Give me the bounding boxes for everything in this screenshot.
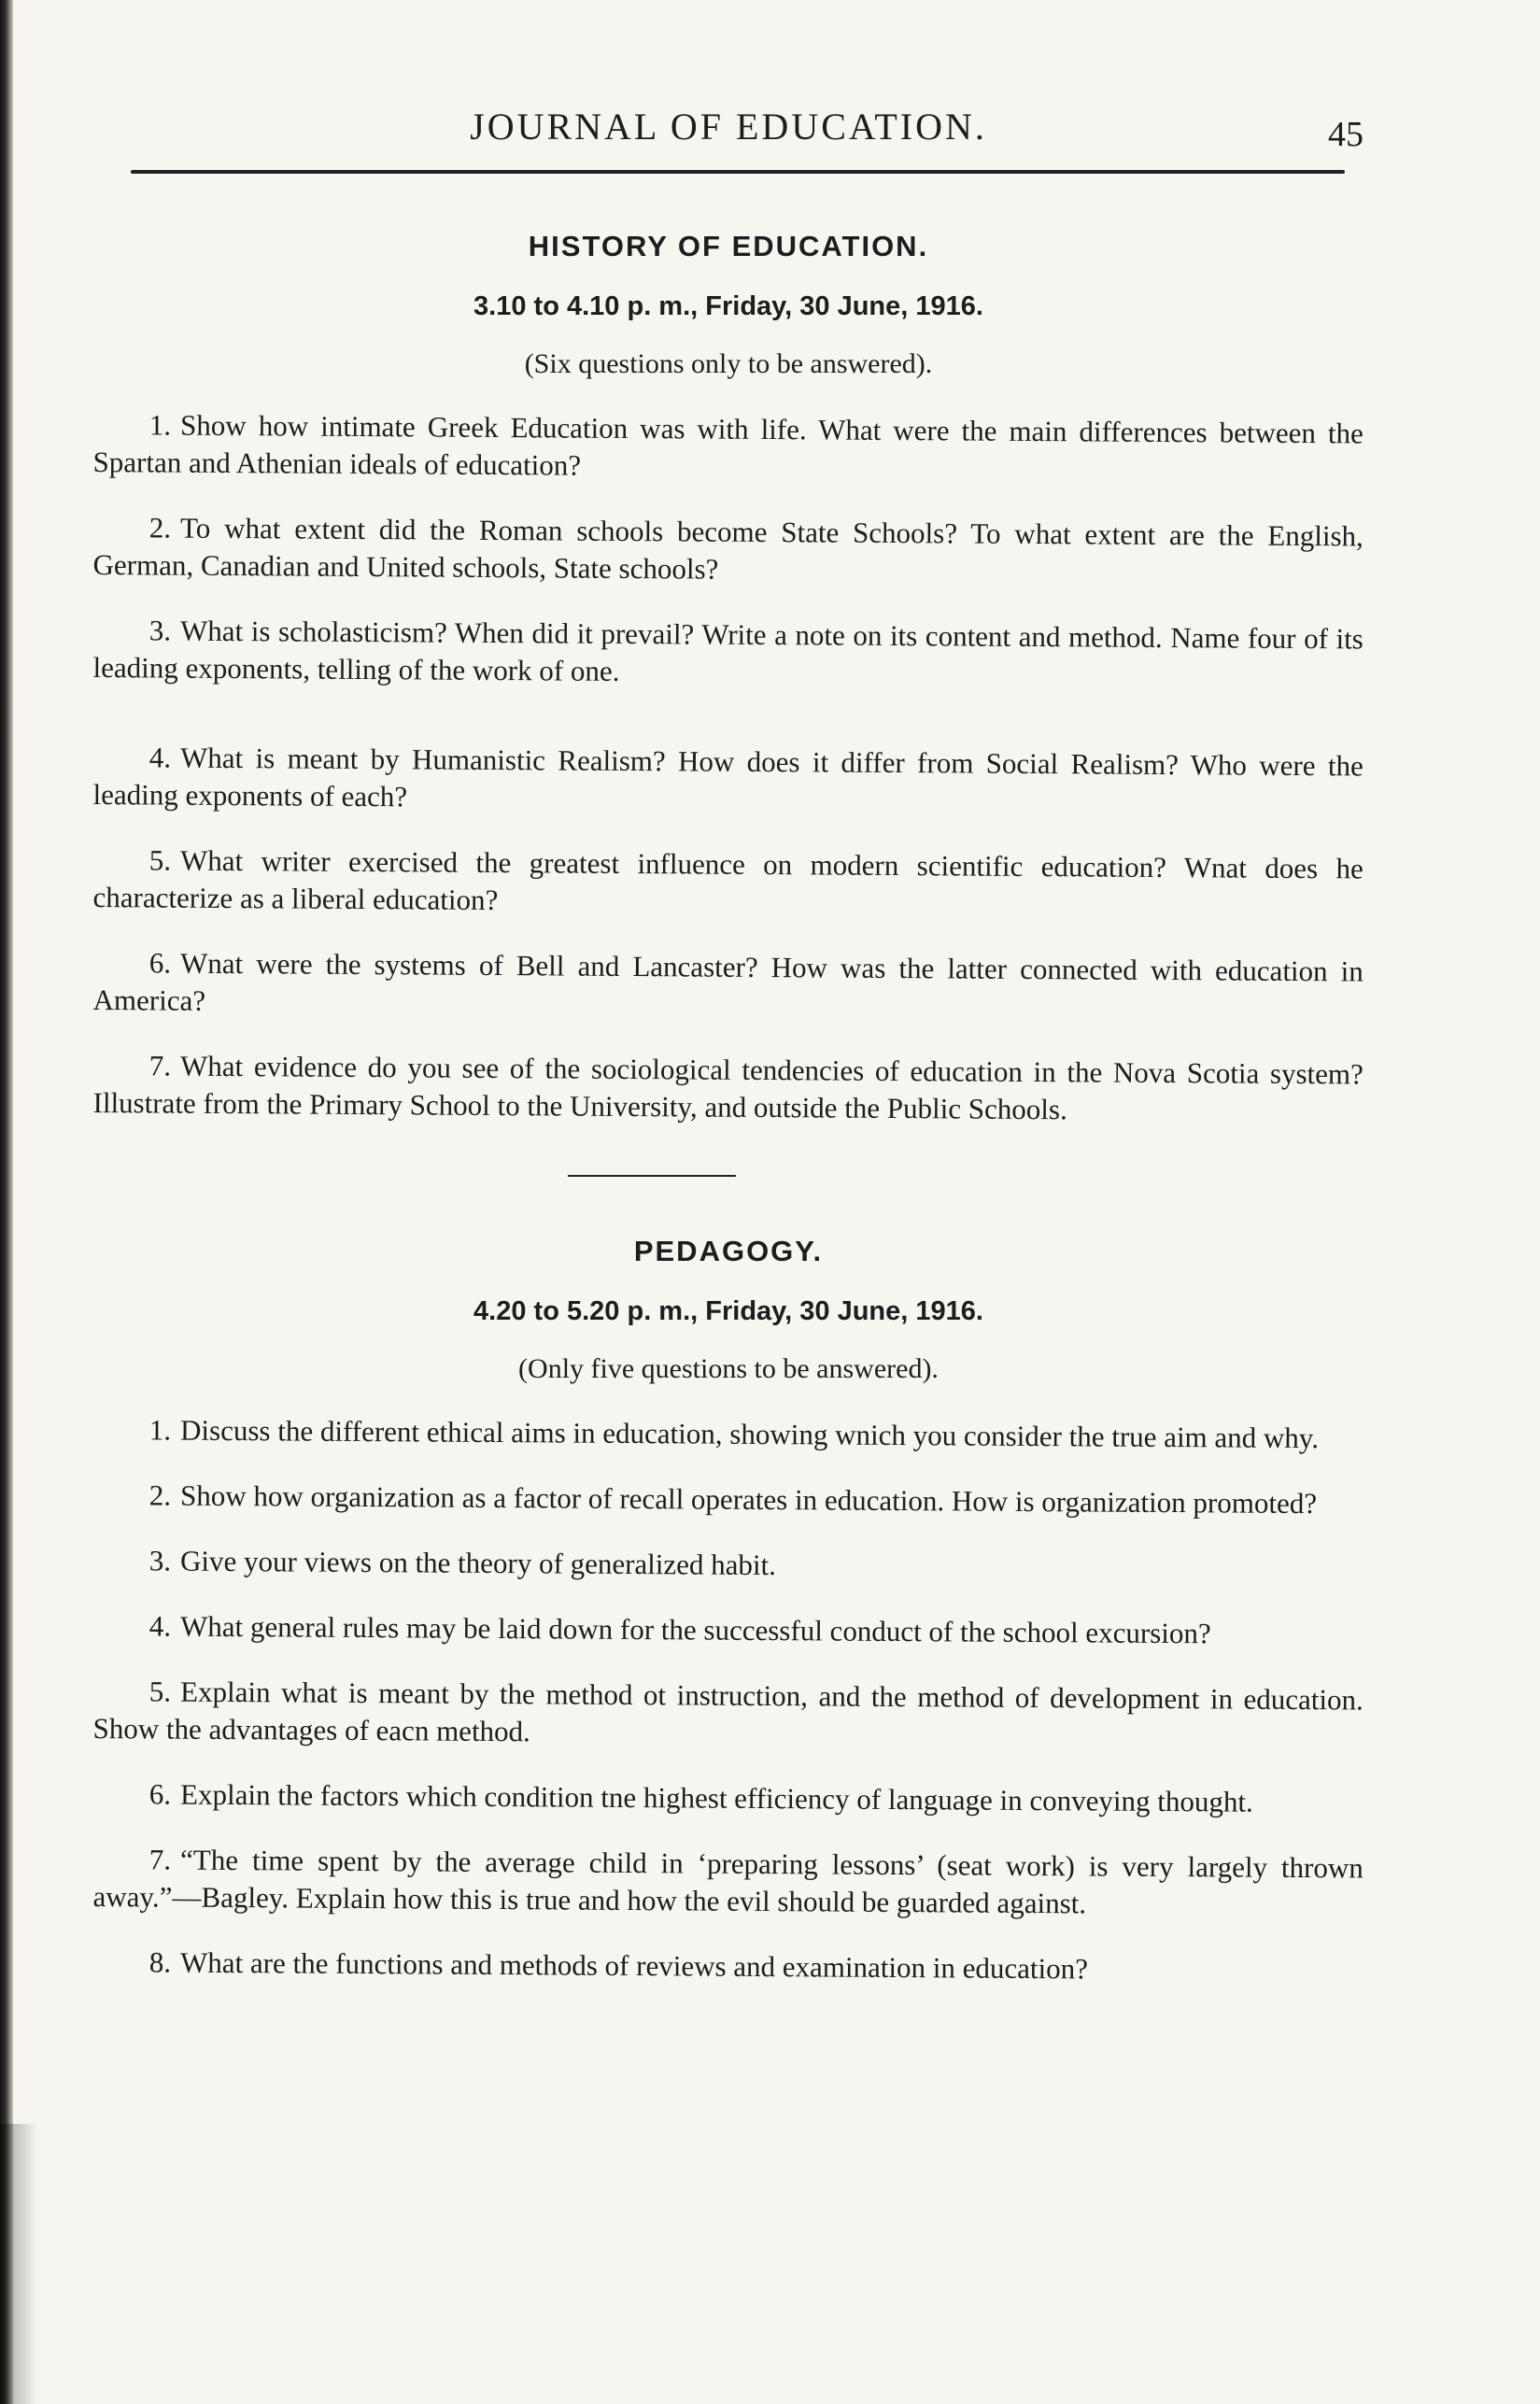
journal-page xyxy=(93,0,1363,2404)
page-edge-shadow xyxy=(0,2124,37,2404)
question-text: “The time spent by the average child in ‘preparing lessons’ (seat work) is very largely thrown away.”—Bagley. Explain how this is true and how the evil should be guarded against. xyxy=(92,1843,1363,1920)
question-number: 5. xyxy=(148,843,172,877)
question-text: What writer exercised the greatest influence on modern scientific education? Wnat does he characterize as a liberal education? xyxy=(92,843,1363,917)
question-number: 4. xyxy=(148,1609,172,1643)
section-title: PEDAGOGY. xyxy=(633,1235,824,1267)
question xyxy=(92,841,1363,925)
question xyxy=(92,1841,1363,1924)
question-text: Show how intimate Greek Education was with life. What were the main differences between the Spartan and Athenian ideals of education? xyxy=(92,408,1363,482)
question-number: 1. xyxy=(148,1413,172,1447)
question xyxy=(92,612,1363,695)
question-text: What general rules may be laid down for the successful conduct of the school excursion? xyxy=(179,1609,1211,1650)
question xyxy=(93,1542,1363,1588)
question xyxy=(92,406,1363,489)
question-text: What evidence do you see of the sociological tendencies of education in the Nova Scotia system? Illustrate from the Primary School to the University, and outside the Public Schools. xyxy=(92,1049,1363,1126)
question-text: Discuss the different ethical aims in education, showing wnich you consider the true aim and why. xyxy=(179,1413,1320,1455)
question-text: To what extent did the Roman schools become State Schools? To what extent are the English, German, Canadian and United schools, State schools? xyxy=(92,511,1363,586)
question-text: What is scholasticism? When did it prevail? Write a note on its content and method. Name four of its leading exponents, telling of the work of one. xyxy=(92,614,1363,687)
history-section xyxy=(93,230,1363,1150)
exam-instructions: (Only five questions to be answered). xyxy=(518,1353,939,1384)
question xyxy=(92,509,1363,592)
question xyxy=(93,1775,1363,1821)
question-number: 6. xyxy=(148,1777,172,1811)
question-number: 5. xyxy=(148,1675,172,1708)
question-number: 8. xyxy=(148,1945,172,1979)
question xyxy=(92,1047,1363,1130)
question-text: What are the functions and methods of reviews and examination in education? xyxy=(179,1945,1089,1986)
question-number: 7. xyxy=(148,1049,172,1082)
question xyxy=(93,1411,1363,1457)
question-number: 1. xyxy=(148,408,172,442)
book-spine-shadow xyxy=(0,0,13,2404)
question xyxy=(93,1607,1363,1653)
header-rule xyxy=(131,170,1345,174)
exam-time: 3.10 to 4.10 p. m., Friday, 30 June, 1916. xyxy=(473,291,983,321)
question xyxy=(92,739,1363,822)
question-text: Wnat were the systems of Bell and Lancaster? How was the latter connected with education in America? xyxy=(92,946,1363,1017)
question-text: What is meant by Humanistic Realism? How does it differ from Social Realism? Who were the leading exponents of each? xyxy=(92,741,1363,813)
running-head: JOURNAL OF EDUCATION. xyxy=(470,106,987,148)
question-text: Explain the factors which condition tne highest efficiency of language in conveying thought. xyxy=(179,1777,1253,1818)
question xyxy=(92,944,1363,1027)
question-number: 3. xyxy=(148,1544,172,1577)
page-number: 45 xyxy=(1328,115,1363,154)
question xyxy=(93,1477,1363,1522)
exam-time: 4.20 to 5.20 p. m., Friday, 30 June, 1916. xyxy=(473,1296,983,1326)
section-title: HISTORY OF EDUCATION. xyxy=(528,230,929,262)
question-text: Explain what is meant by the method ot instruction, and the method of development in education. Show the advantages of eacn method. xyxy=(92,1675,1363,1748)
question-number: 2. xyxy=(148,511,172,544)
exam-instructions: (Six questions only to be answered). xyxy=(524,348,933,379)
question xyxy=(92,1673,1363,1756)
question-text: Show how organization as a factor of recall operates in education. How is organization promoted? xyxy=(179,1478,1318,1520)
question-number: 2. xyxy=(148,1478,172,1512)
question-text: Give your views on the theory of generalized habit. xyxy=(179,1544,777,1582)
question-number: 3. xyxy=(148,614,172,647)
question-number: 6. xyxy=(148,946,172,980)
pedagogy-section xyxy=(93,1235,1363,2009)
section-divider xyxy=(568,1175,736,1177)
question xyxy=(93,1944,1363,1989)
page-header xyxy=(93,105,1363,161)
question-number: 7. xyxy=(148,1843,172,1876)
question-number: 4. xyxy=(148,741,172,774)
